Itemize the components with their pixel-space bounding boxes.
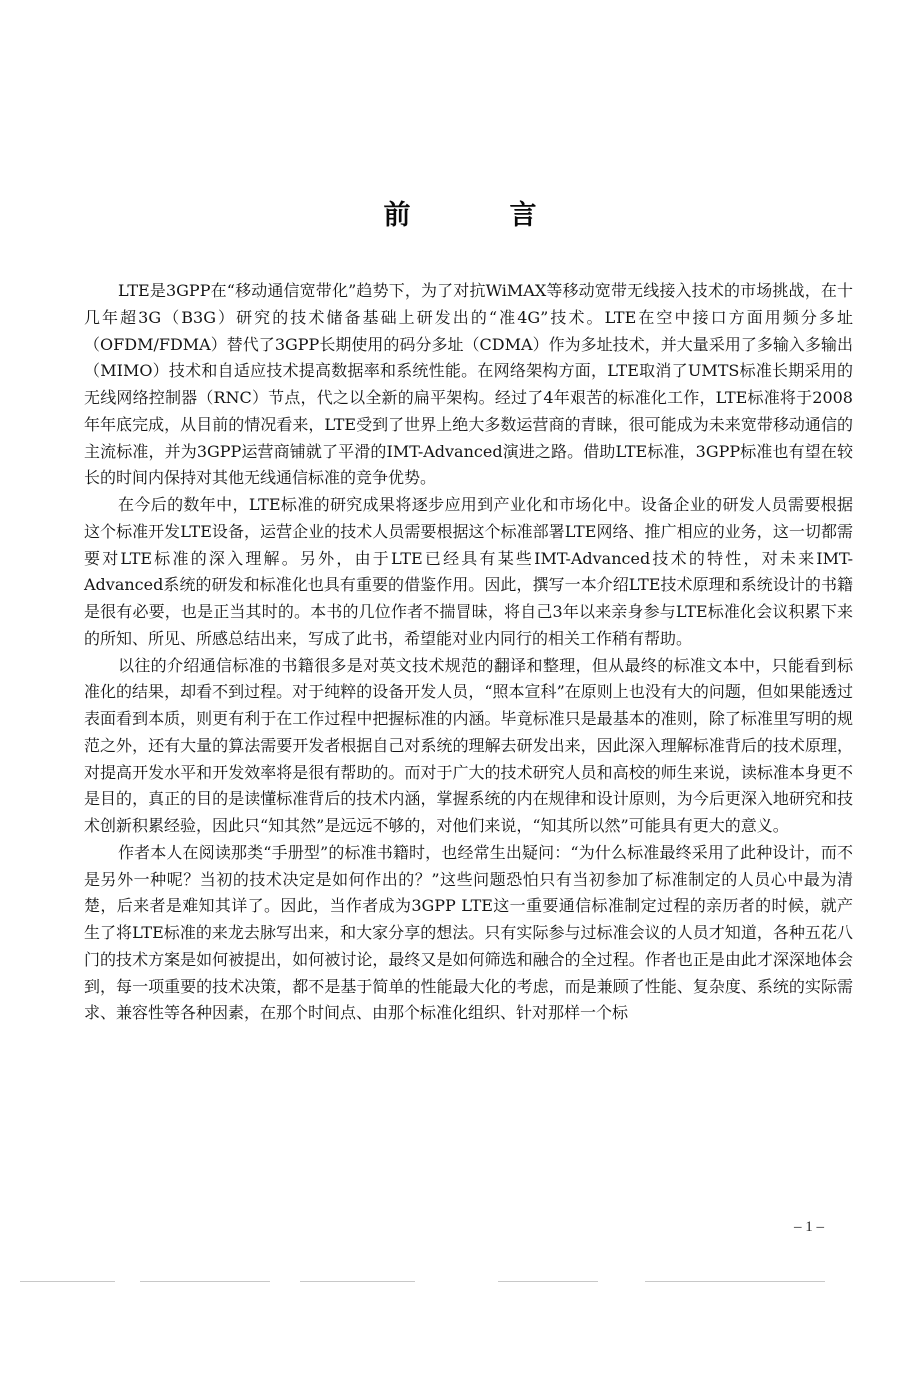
- scan-artifact-line: [140, 1281, 270, 1282]
- page-title: 前 言: [383, 200, 573, 231]
- scan-artifact-line: [300, 1281, 415, 1282]
- scan-artifact-line: [645, 1281, 825, 1282]
- scan-artifact-line: [498, 1281, 598, 1282]
- body-text: [84, 278, 853, 1027]
- paragraph-4: 作者本人在阅读那类“手册型”的标准书籍时，也经常生出疑问：“为什么标准最终采用了此种设计，而不是另外一种呢？当初的技术决定是如何作出的？”这些问题恐怕只有当初参加了标准制定的人员心中最为清楚，后来者是难知其详了。因此，当作者成为3GPP LTE这一重要通信标准制定过程的亲历者的时候，就产生了将LTE标准的来龙去脉写出来，和大家分享的想法。只有实际参与过标准会议的人员才知道，各种五花八门的技术方案是如何被提出，如何被讨论，最终又是如何筛选和融合的全过程。作者也正是由此才深深地体会到，每一项重要的技术决策，都不是基于简单的性能最大化的考虑，而是兼顾了性能、复杂度、系统的实际需求、兼容性等各种因素，在那个时间点、由那个标准化组织、针对那样一个标: [84, 842, 853, 1023]
- paragraph-2: 在今后的数年中，LTE标准的研究成果将逐步应用到产业化和市场化中。设备企业的研发人员需要根据这个标准开发LTE设备，运营企业的技术人员需要根据这个标准部署LTE网络、推广相应的业务，这一切都需要对LTE标准的深入理解。另外，由于LTE已经具有某些IMT-Advanced技术的特性，对未来IMT-Advanced系统的研发和标准化也具有重要的借鉴作用。因此，撰写一本介绍LTE技术原理和系统设计的书籍是很有必要，也是正当其时的。本书的几位作者不揣冒昧，将自己3年以来亲身参与LTE标准化会议积累下来的所知、所见、所感总结出来，写成了此书，希望能对业内同行的相关工作稍有帮助。: [84, 495, 853, 648]
- scan-artifact-line: [20, 1281, 115, 1282]
- paragraph-3: 以往的介绍通信标准的书籍很多是对英文技术规范的翻译和整理，但从最终的标准文本中，只能看到标准化的结果，却看不到过程。对于纯粹的设备开发人员，“照本宣科”在原则上也没有大的问题，但如果能透过表面看到本质，则更有利于在工作过程中把握标准的内涵。毕竟标准只是最基本的准则，除了标准里写明的规范之外，还有大量的算法需要开发者根据自己对系统的理解去研发出来，因此深入理解标准背后的技术原理，对提高开发水平和开发效率将是很有帮助的。而对于广大的技术研究人员和高校的师生来说，读标准本身更不是目的，真正的目的是读懂标准背后的技术内涵，掌握系统的内在规律和设计原则，为今后更深入地研究和技术创新积累经验，因此只“知其然”是远远不够的，对他们来说，“知其所以然”可能具有更大的意义。: [84, 655, 853, 835]
- page-number: – 1 –: [794, 1219, 824, 1235]
- paragraph-1: LTE是3GPP在“移动通信宽带化”趋势下，为了对抗WiMAX等移动宽带无线接入技术的市场挑战，在十几年超3G（B3G）研究的技术储备基础上研发出的“准4G”技术。LTE在空中接口方面用频分多址（OFDM/FDMA）替代了3GPP长期使用的码分多址（CDMA）作为多址技术，并大量采用了多输入多输出（MIMO）技术和自适应技术提高数据率和系统性能。在网络架构方面，LTE取消了UMTS标准长期采用的无线网络控制器（RNC）节点，代之以全新的扁平架构。经过了4年艰苦的标准化工作，LTE标准将于2008年年底完成，从目前的情况看来，LTE受到了世界上绝大多数运营商的青睐，很可能成为未来宽带移动通信的主流标准，并为3GPP运营商铺就了平滑的IMT-Advanced演进之路。借助LTE标准，3GPP标准也有望在较长的时间内保持对其他无线通信标准的竞争优势。: [84, 281, 853, 488]
